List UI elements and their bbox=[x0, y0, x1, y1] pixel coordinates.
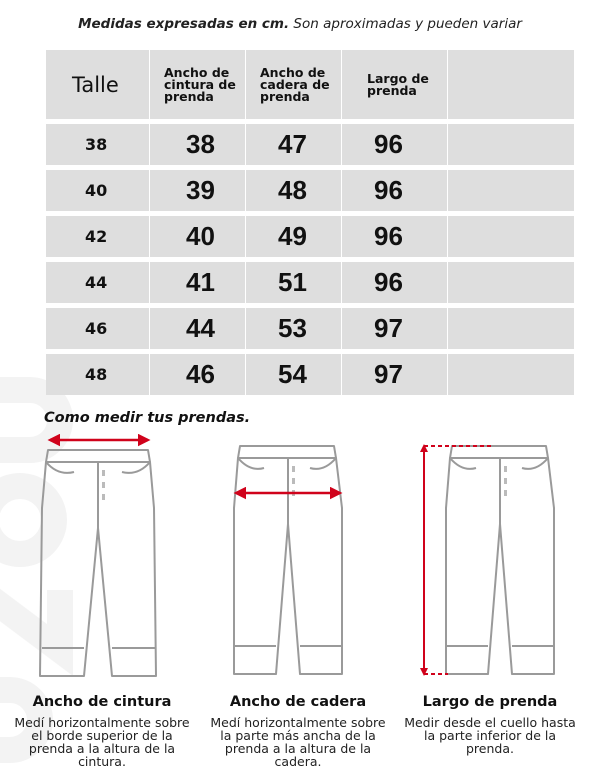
caption-waist bbox=[12, 694, 192, 768]
cell-hip: 48 bbox=[246, 170, 342, 211]
table-row bbox=[46, 124, 574, 165]
cell-empty bbox=[448, 308, 574, 349]
cell-size: 48 bbox=[46, 354, 150, 395]
cell-size: 44 bbox=[46, 262, 150, 303]
cell-hip: 49 bbox=[246, 216, 342, 257]
cell-size: 38 bbox=[46, 124, 150, 165]
length-arrow bbox=[424, 446, 494, 674]
header-hip: Ancho de cadera de prenda bbox=[246, 50, 342, 119]
cell-hip: 53 bbox=[246, 308, 342, 349]
cell-size: 46 bbox=[46, 308, 150, 349]
table-row bbox=[46, 308, 574, 349]
cell-waist: 40 bbox=[150, 216, 246, 257]
cell-waist: 44 bbox=[150, 308, 246, 349]
cell-size: 42 bbox=[46, 216, 150, 257]
cell-waist: 38 bbox=[150, 124, 246, 165]
cell-length: 97 bbox=[342, 308, 448, 349]
table-row bbox=[46, 262, 574, 303]
caption-length-title: Largo de prenda bbox=[422, 694, 558, 710]
header-empty bbox=[448, 50, 574, 119]
measurement-note bbox=[0, 16, 600, 32]
caption-waist-title: Ancho de cintura bbox=[32, 694, 172, 710]
cell-size: 40 bbox=[46, 170, 150, 211]
table-row bbox=[46, 170, 574, 211]
cell-hip: 47 bbox=[246, 124, 342, 165]
cell-hip: 54 bbox=[246, 354, 342, 395]
caption-waist-desc: Medí horizontalmente sobre el borde superior de la prenda a la altura de la cintura. bbox=[14, 715, 190, 769]
table-row bbox=[46, 354, 574, 395]
pants-length-illustration bbox=[418, 438, 568, 684]
cell-waist: 46 bbox=[150, 354, 246, 395]
size-table bbox=[46, 50, 574, 400]
pants-hip-illustration bbox=[226, 438, 376, 684]
header-talle: Talle bbox=[46, 50, 150, 119]
caption-hip-desc: Medí horizontalmente sobre la parte más ancha de la prenda a la altura de la cadera. bbox=[210, 715, 386, 769]
pants-waist-illustration bbox=[30, 428, 180, 684]
cell-length: 96 bbox=[342, 216, 448, 257]
cell-hip: 51 bbox=[246, 262, 342, 303]
cell-length: 97 bbox=[342, 354, 448, 395]
header-length: Largo de prenda bbox=[342, 50, 448, 119]
measurement-note-bold: Medidas expresadas en cm. bbox=[78, 16, 290, 32]
table-row bbox=[46, 216, 574, 257]
cell-empty bbox=[448, 170, 574, 211]
caption-hip-title: Ancho de cadera bbox=[229, 694, 367, 710]
cell-length: 96 bbox=[342, 170, 448, 211]
cell-empty bbox=[448, 124, 574, 165]
cell-waist: 39 bbox=[150, 170, 246, 211]
cell-empty bbox=[448, 262, 574, 303]
cell-length: 96 bbox=[342, 262, 448, 303]
measurement-note-rest: Son aproximadas y pueden variar bbox=[289, 16, 522, 32]
cell-empty bbox=[448, 216, 574, 257]
cell-length: 96 bbox=[342, 124, 448, 165]
howto-title: Como medir tus prendas. bbox=[44, 410, 251, 426]
cell-waist: 41 bbox=[150, 262, 246, 303]
cell-empty bbox=[448, 354, 574, 395]
table-header-row bbox=[46, 50, 574, 119]
caption-length-desc: Medir desde el cuello hasta la parte inferior de la prenda. bbox=[404, 715, 576, 756]
header-waist: Ancho de cintura de prenda bbox=[150, 50, 246, 119]
caption-length bbox=[400, 694, 580, 755]
caption-hip bbox=[208, 694, 388, 768]
